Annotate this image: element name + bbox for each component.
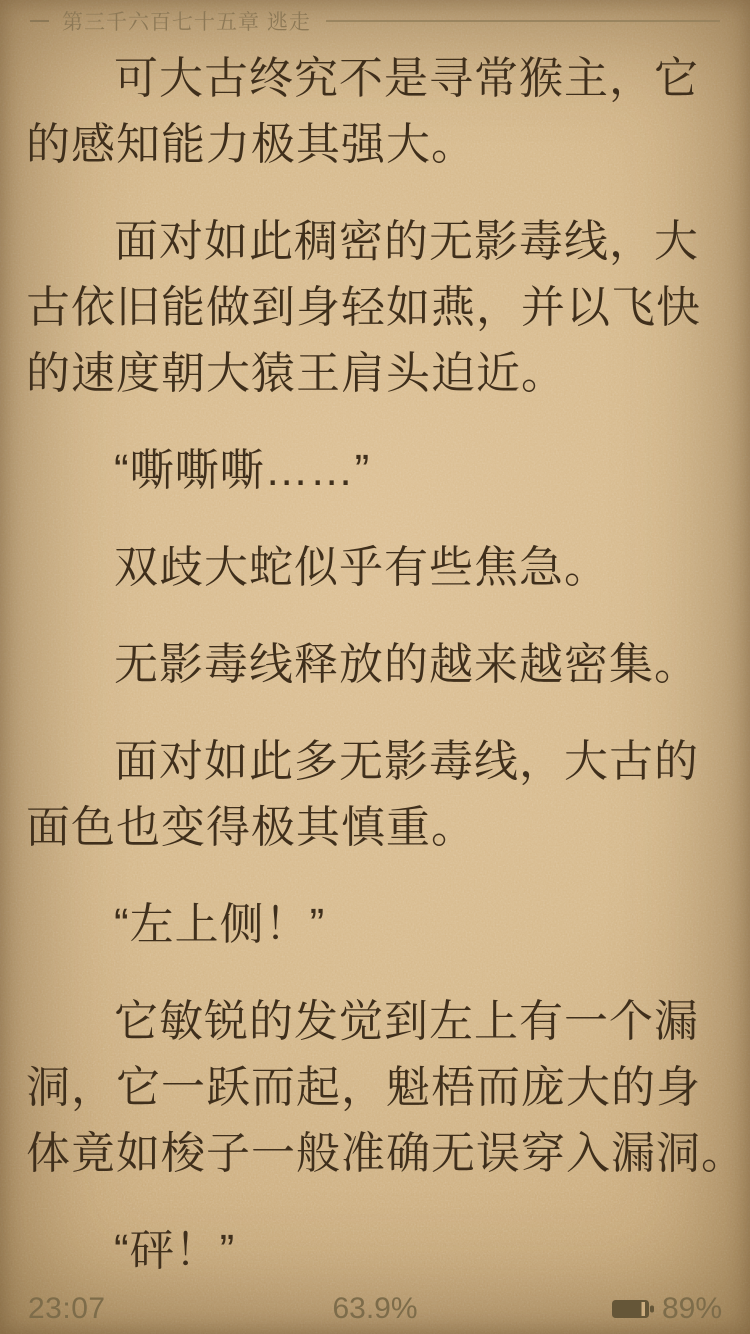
paragraph <box>26 438 724 504</box>
paragraph <box>26 46 724 178</box>
paragraph <box>26 632 724 698</box>
battery-percent: 89% <box>661 1292 722 1325</box>
progress-label: 63.9% <box>332 1292 418 1325</box>
paragraph-line: 面对如此稠密的无影毒线，大 <box>114 217 699 266</box>
paragraph <box>26 1218 724 1284</box>
chapter-header <box>0 0 750 42</box>
paragraph-line: 的感知能力极其强大。 <box>26 120 476 169</box>
reader-footer <box>0 1288 750 1330</box>
paragraph-line: “左上侧！” <box>114 900 326 949</box>
header-dash <box>30 20 49 22</box>
paragraph-line: 双歧大蛇似乎有些焦急。 <box>114 543 609 592</box>
paragraph-line: 可大古终究不是寻常猴主，它 <box>114 54 699 103</box>
paragraph-line: “嘶嘶嘶……” <box>114 446 371 495</box>
paragraph-line: 体竟如梭子一般准确无误穿入漏洞。 <box>26 1129 746 1178</box>
paragraph <box>26 729 724 861</box>
reading-area[interactable] <box>0 46 750 1288</box>
paragraph-line: 洞，它一跃而起，魁梧而庞大的身 <box>26 1063 701 1112</box>
paragraph-line: “砰！” <box>114 1226 236 1275</box>
paragraph-line: 它敏锐的发觉到左上有一个漏 <box>114 997 699 1046</box>
paragraph-line: 无影毒线释放的越来越密集。 <box>114 640 699 689</box>
paragraph-line: 古依旧能做到身轻如燕，并以飞快 <box>26 283 701 332</box>
paragraph-line: 面色也变得极其慎重。 <box>26 803 476 852</box>
time-label: 23:07 <box>28 1292 106 1325</box>
paragraph <box>26 209 724 407</box>
battery-icon <box>611 1297 655 1321</box>
paragraph <box>26 892 724 958</box>
header-rule <box>326 20 720 22</box>
chapter-title: 第三千六百七十五章 逃走 <box>62 11 311 34</box>
paragraph-line: 面对如此多无影毒线，大古的 <box>114 737 699 786</box>
paragraph <box>26 535 724 601</box>
paragraph <box>26 989 746 1187</box>
battery-status <box>611 1292 722 1326</box>
paragraph-line: 的速度朝大猿王肩头迫近。 <box>26 349 566 398</box>
